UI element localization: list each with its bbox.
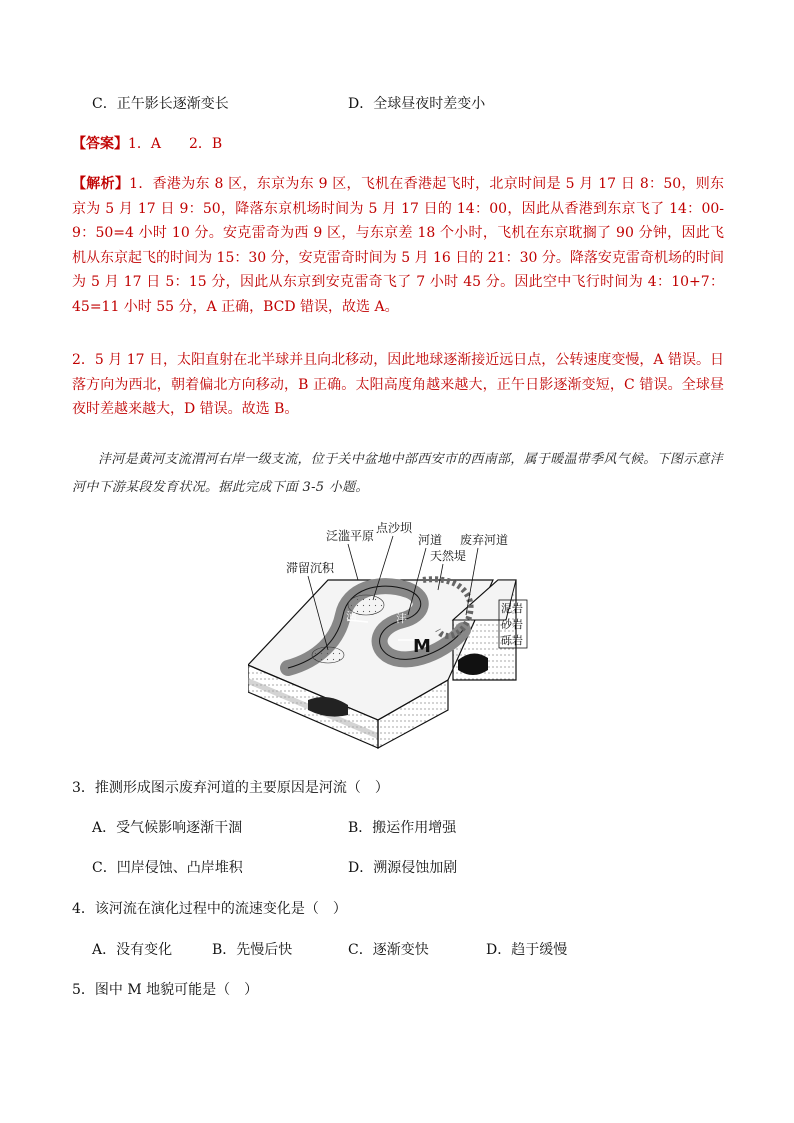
analysis-text-1: 1．香港为东 8 区，东京为东 9 区，飞机在香港起飞时，北京时间是 5 月 17 日 8：50，则东京为 5 月 17 日 9：50，降落东京机场时间为 5 月 17 日的 14：00，因此从香港到东京飞了 14：00-9：50=4 小时 10 分。安克雷奇为西 9 区，与东京差 18 个小时，飞机在东京耽搁了 90 分钟，因此飞机从东京起飞的时间为 15：30 分，安克雷奇时间为 5 月 16 日的 21：30 分。降落安克雷奇机场的时间为 5 月 17 日 5：15 分，因此从东京到安克雷奇飞了 7 小时 45 分。因此空中飞行时间为 4：10+7：45=11 小时 55 分，A 正确，BCD 错误，故选 A。	[72, 176, 725, 315]
q3-option-d: D．溯源侵蚀加剧	[348, 860, 458, 876]
q4-option-c: C．逐渐变快	[348, 942, 429, 958]
label-river-char-1: 沣	[396, 612, 407, 625]
q4-stem: 4．该河流在演化过程中的流速变化是（ ）	[72, 901, 347, 917]
label-m: M	[413, 636, 431, 657]
q4-option-b: B．先慢后快	[212, 942, 293, 958]
label-river-char-2: 河	[346, 610, 357, 623]
label-levee: 天然堤	[430, 549, 467, 563]
option-d-prev: D．全球昼夜时差变小	[348, 96, 486, 112]
q4-option-a: A．没有变化	[92, 942, 173, 958]
label-sandstone: 砂岩	[501, 618, 523, 631]
label-conglomerate: 砾岩	[501, 634, 523, 647]
analysis-text-2: 2．5 月 17 日，太阳直射在北半球并且向北移动，因此地球逐渐接近远日点，公转速度变慢，A 错误。日落方向为西北，朝着偏北方向移动，B 正确。太阳高度角越来越大，正午日影逐渐变短，C 错误。全球昼夜时差越来越大，D 错误。故选 B。	[72, 352, 724, 417]
q3-option-b: B．搬运作用增强	[348, 820, 457, 836]
label-point-bar: 点沙坝	[376, 521, 413, 535]
label-abandoned-channel: 废弃河道	[460, 533, 509, 547]
leader-floodplain	[348, 544, 358, 580]
analysis-paragraph-1	[72, 172, 724, 319]
q3-stem: 3．推测形成图示废弃河道的主要原因是河流（ ）	[72, 780, 389, 796]
q5-stem: 5．图中 M 地貌可能是（ ）	[72, 982, 259, 998]
answer-line	[72, 134, 222, 154]
q3-option-c: C．凹岸侵蚀、凸岸堆积	[92, 860, 243, 876]
label-floodplain: 泛滥平原	[326, 529, 375, 543]
answer-tag: 【答案】	[72, 136, 128, 152]
answer-text: 1．A 2．B	[128, 136, 223, 152]
analysis-paragraph-2	[72, 348, 724, 422]
analysis-tag: 【解析】	[72, 176, 130, 192]
label-channel: 河道	[418, 533, 443, 547]
q4-option-d: D．趋于缓慢	[486, 942, 568, 958]
label-mudstone: 泥岩	[501, 602, 523, 615]
river-block-diagram	[248, 520, 530, 752]
river-diagram-svg	[248, 520, 530, 752]
q3-option-a: A．受气候影响逐渐干涸	[92, 820, 243, 836]
option-c-prev: C．正午影长逐渐变长	[92, 96, 229, 112]
passage-intro: 沣河是黄河支流渭河右岸一级支流，位于关中盆地中部西安市的西南部，属于暖温带季风气候。下图示意沣河中下游某段发育状况。据此完成下面 3-5 小题。	[72, 452, 724, 495]
label-lag-deposit: 滞留沉积	[286, 561, 335, 575]
